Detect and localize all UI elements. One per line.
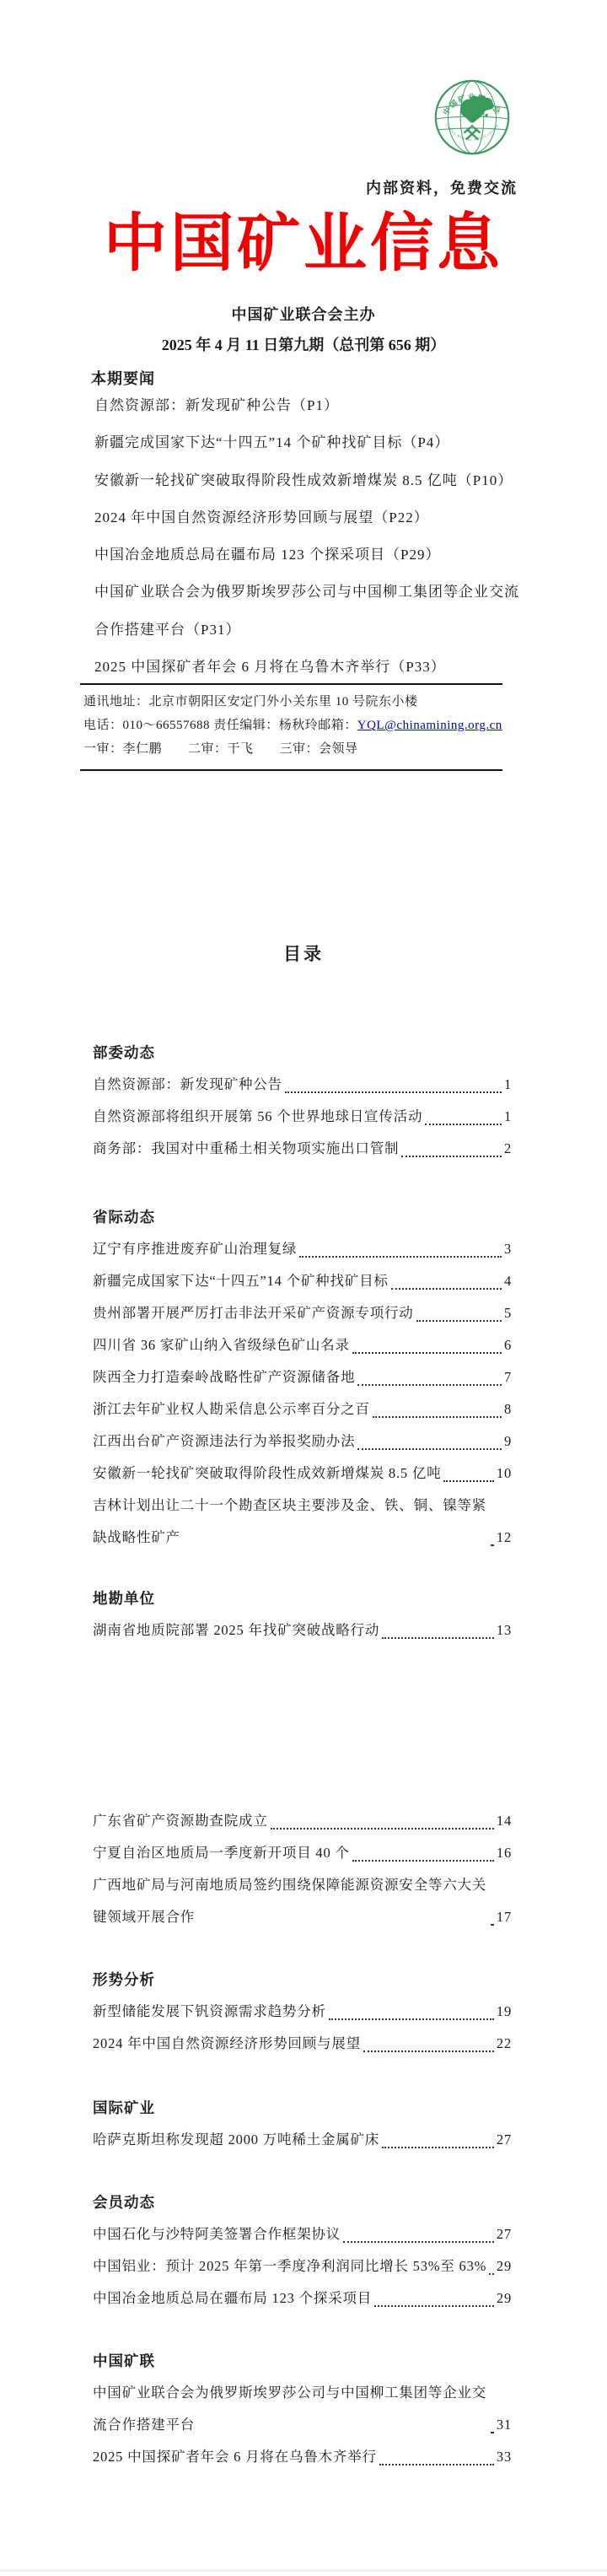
toc-dot-leader [363,2051,494,2052]
toc-entry-page: 27 [496,2226,512,2242]
toc-entry [93,2282,512,2315]
contact-phone-editor: 电话：010～66557688 责任编辑：杨秋玲邮箱： [83,719,357,732]
toc-entry [93,1101,512,1133]
toc-entry-page: 1 [503,1108,512,1124]
toc-group-heading: 中国矿联 [93,2352,155,2369]
toc-entry [93,1329,512,1361]
toc-dot-leader [491,2432,494,2433]
toc-entry-title: 中国矿业联合会为俄罗斯埃罗莎公司与中国柳工集团等企业交流合作搭建平台 [93,2385,487,2433]
toc-dot-leader [379,2464,494,2466]
toc-entry-title: 2024 年中国自然资源经济形势回顾与展望 [93,2035,361,2051]
toc-entry-page: 27 [496,2131,512,2148]
toc-entry [93,1425,512,1458]
toc-entry-page: 22 [496,2035,512,2051]
toc-entry-page: 14 [496,1813,512,1829]
highlight-item: 中国矿业联合会为俄罗斯埃罗莎公司与中国柳工集团等企业交流合作搭建平台（P31） [94,584,519,638]
contact-box [80,683,502,771]
toc-entry-page: 29 [496,2258,512,2274]
toc-entry [93,1393,512,1425]
organizer-line: 中国矿业联合会主办 [231,306,376,323]
toc-dot-leader [357,1448,502,1450]
toc-entry [93,1133,512,1165]
toc-entry-page: 8 [503,1401,512,1417]
toc-entry [93,1069,512,1101]
toc-group-china-mining-association [93,2345,512,2473]
toc-entry-title: 哈萨克斯坦称发现超 2000 万吨稀土金属矿床 [93,2131,380,2148]
toc-entry-title: 2025 中国探矿者年会 6 月将在乌鲁木齐举行 [93,2449,377,2465]
highlight-item: 中国冶金地质总局在疆布局 123 个探采项目（P29） [94,547,441,563]
toc-entry-page: 16 [496,1845,512,1861]
toc-group-international-mining [93,2092,512,2156]
toc-entry [93,2250,512,2282]
toc-entry [93,2124,512,2156]
contact-reviewers: 一审：李仁鹏 二审：干飞 三审：会领导 [83,742,358,756]
toc-entry-page: 33 [496,2449,512,2465]
toc-group-heading: 形势分析 [93,1971,155,1988]
toc-dot-leader [343,2241,494,2243]
toc-dot-leader [391,1288,502,1290]
toc-entry-page: 7 [503,1369,512,1385]
toc-group-geological-units [93,1582,512,1646]
toc-dot-leader [374,2305,494,2307]
toc-entry-page: 13 [496,1622,512,1638]
toc-entry [93,1869,512,1933]
toc-entry-page: 1 [503,1076,512,1092]
toc-entry [93,1805,512,1837]
toc-entry-page: 31 [496,2417,512,2433]
toc-entry-title: 安徽新一轮找矿突破取得阶段性成效新增煤炭 8.5 亿吨 [93,1465,442,1481]
toc-entry-title: 广西地矿局与河南地质局签约围绕保障能源资源安全等六大关键领域开展合作 [93,1877,487,1925]
toc-dot-leader [285,1091,502,1093]
highlights-list [94,387,520,686]
toc-dot-leader [373,1416,502,1418]
toc-dot-leader [489,2273,494,2275]
highlight-item: 自然资源部：新发现矿种公告（P1） [94,397,339,413]
toc-entry-title: 中国冶金地质总局在疆布局 123 个探采项目 [93,2290,373,2306]
toc-dot-leader [382,1637,494,1639]
page-bottom-edge [0,2569,607,2572]
toc-dot-leader [352,1860,494,1862]
highlight-item: 新疆完成国家下达“十四五”14 个矿种找矿目标（P4） [94,434,450,451]
toc-dot-leader [491,1924,494,1926]
toc-entry-page: 5 [503,1305,512,1321]
logo-top-arc-text: 中国矿业联合会 [441,93,503,117]
toc-entry-page: 9 [503,1433,512,1449]
toc-entry-page: 3 [503,1241,512,1257]
toc-entry-title: 贵州部署开展严厉打击非法开采矿产资源专项行动 [93,1305,414,1321]
highlight-item: 2024 年中国自然资源经济形势回顾与展望（P22） [94,509,429,525]
toc-entry-page: 12 [496,1529,512,1545]
highlight-item: 安徽新一轮找矿突破取得阶段性成效新增煤炭 8.5 亿吨（P10） [94,472,513,488]
toc-dot-leader [271,1828,494,1830]
toc-entry [93,1233,512,1265]
toc-entry [93,1361,512,1393]
editor-email-link[interactable]: YQL@chinamining.org.cn [357,719,502,732]
toc-group-provincial-news [93,1201,512,1554]
toc-entry-page: 4 [503,1273,512,1289]
toc-entry-title: 辽宁有序推进废弃矿山治理复绿 [93,1241,298,1257]
toc-group-heading: 地勘单位 [93,1590,155,1607]
toc-entry [93,2441,512,2473]
toc-title: 目录 [283,944,324,964]
internal-material-notice: 内部资料，免费交流 [366,180,518,197]
toc-entry-title: 浙江去年矿业权人勘采信息公示率百分之百 [93,1401,370,1417]
toc-dot-leader [329,2018,494,2020]
toc-entry-page: 29 [496,2290,512,2306]
journal-title: 中国矿业信息 [103,209,503,279]
toc-entry [93,2218,512,2250]
toc-entry-page: 17 [496,1909,512,1925]
toc-entry-title: 宁夏自治区地质局一季度新开项目 40 个 [93,1845,350,1861]
toc-group-ministry-news [93,1037,512,1165]
toc-entry-title: 广东省矿产资源勘查院成立 [93,1813,268,1829]
toc-dot-leader [357,1384,502,1386]
toc-entry-title: 自然资源部将组织开展第 56 个世界地球日宣传活动 [93,1108,423,1124]
toc-entry-title: 湖南省地质院部署 2025 年找矿突破战略行动 [93,1622,380,1638]
toc-dot-leader [382,2147,494,2148]
toc-entry-title: 四川省 36 家矿山纳入省级绿色矿山名录 [93,1337,350,1353]
issue-date-line: 2025 年 4 月 11 日第九期（总刊第 656 期） [161,337,446,353]
toc-entry-title: 中国石化与沙特阿美签署合作框架协议 [93,2226,341,2242]
toc-entry [93,1490,512,1554]
toc-entry-title: 商务部：我国对中重稀土相关物项实施出口管制 [93,1140,400,1156]
highlight-item: 2025 中国探矿者年会 6 月将在乌鲁木齐举行（P33） [94,659,446,676]
toc-dot-leader [443,1480,493,1482]
contact-phone-line [83,714,502,737]
toc-entry-title: 自然资源部：新发现矿种公告 [93,1076,282,1092]
toc-entry-title: 吉林计划出让二十一个勘查区块主要涉及金、铁、铜、镍等紧缺战略性矿产 [93,1497,487,1545]
toc-group-heading: 省际动态 [93,1209,155,1226]
toc-group-heading: 国际矿业 [93,2099,155,2116]
toc-entry-title: 中国铝业：预计 2025 年第一季度净利润同比增长 53%至 63% [93,2258,487,2274]
toc-entry [93,1458,512,1490]
toc-dot-leader [352,1352,502,1354]
toc-entry-title: 新型储能发展下钒资源需求趋势分析 [93,2003,326,2019]
toc-group-situation-analysis [93,1964,512,2060]
toc-entry-title: 新疆完成国家下达“十四五”14 个矿种找矿目标 [93,1273,389,1289]
toc-entry [93,1614,512,1646]
toc-entry-page: 10 [496,1465,512,1481]
toc-entry [93,1996,512,2028]
china-mining-association-logo [433,78,511,157]
highlights-heading: 本期要闻 [91,370,155,387]
toc-entry-page: 2 [503,1140,512,1156]
toc-entry [93,1297,512,1329]
toc-entry-page: 19 [496,2003,512,2019]
toc-dot-leader [299,1256,502,1258]
toc-dot-leader [416,1320,502,1322]
toc-group-heading: 会员动态 [93,2194,155,2211]
toc-group-geological-units-continued [93,1805,512,1933]
toc-dot-leader [425,1124,502,1125]
toc-entry-title: 陕西全力打造秦岭战略性矿产资源储备地 [93,1369,356,1385]
toc-group-heading: 部委动态 [93,1044,155,1061]
toc-group-member-news [93,2186,512,2315]
contact-address: 通讯地址：北京市朝阳区安定门外小关东里 10 号院东小楼 [83,695,418,709]
toc-entry [93,1837,512,1869]
logo-bottom-arc-text: CHINA MINING ASSOCIATION [444,123,500,142]
toc-entry-page: 6 [503,1337,512,1353]
toc-entry [93,1265,512,1297]
toc-dot-leader [491,1544,494,1546]
toc-entry [93,2377,512,2441]
toc-entry-title: 江西出台矿产资源违法行为举报奖励办法 [93,1433,356,1449]
toc-entry [93,2028,512,2060]
toc-dot-leader [401,1156,502,1157]
